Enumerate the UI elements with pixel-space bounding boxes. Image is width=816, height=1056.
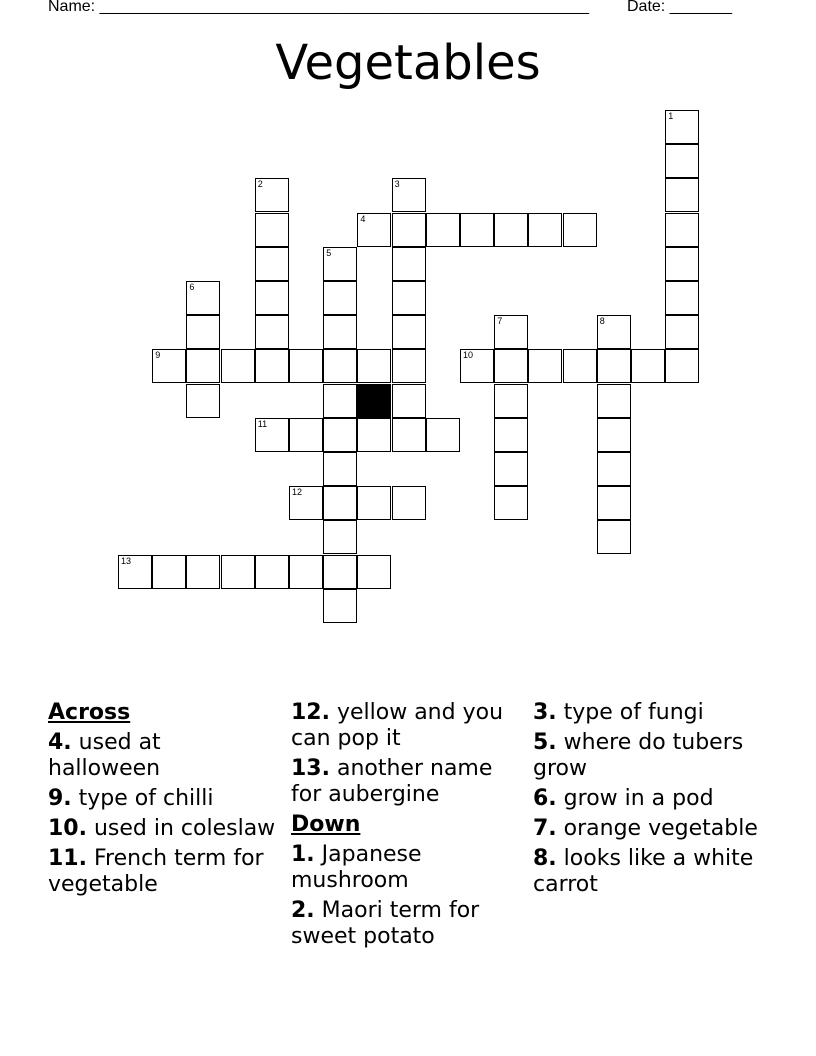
clue-list xyxy=(291,700,521,808)
grid-cell[interactable] xyxy=(186,555,220,589)
grid-cell[interactable] xyxy=(392,315,426,349)
clue-item xyxy=(48,846,278,898)
clue-num: 5. xyxy=(533,730,557,755)
grid-cell[interactable] xyxy=(665,315,699,349)
clue-num: 7. xyxy=(533,816,557,841)
grid-cell[interactable] xyxy=(323,349,357,383)
black-square xyxy=(357,384,391,418)
grid-cell[interactable] xyxy=(357,349,391,383)
clue-number: 7 xyxy=(497,316,503,327)
clue-num: 1. xyxy=(291,842,315,867)
grid-cell[interactable] xyxy=(528,213,562,247)
grid-cell[interactable] xyxy=(392,281,426,315)
grid-cell[interactable] xyxy=(255,178,289,212)
clue-text: used at halloween xyxy=(48,730,161,781)
grid-cell[interactable] xyxy=(289,349,323,383)
grid-cell[interactable] xyxy=(357,418,391,452)
grid-cell[interactable] xyxy=(494,418,528,452)
clue-number: 9 xyxy=(155,350,161,361)
grid-cell[interactable] xyxy=(494,213,528,247)
grid-cell[interactable] xyxy=(255,418,289,452)
down-heading: Down xyxy=(291,812,361,837)
grid-cell[interactable] xyxy=(494,384,528,418)
clue-item xyxy=(48,730,278,782)
clue-number: 8 xyxy=(599,316,605,327)
clue-num: 6. xyxy=(533,786,557,811)
across-heading: Across xyxy=(48,700,131,725)
clue-text: grow in a pod xyxy=(556,786,714,811)
clue-list xyxy=(291,842,521,950)
grid-cell[interactable] xyxy=(392,247,426,281)
clue-item xyxy=(291,700,521,752)
clue-text: Maori term for sweet potato xyxy=(291,898,480,949)
clue-item xyxy=(533,816,793,842)
clue-text: another name for aubergine xyxy=(291,756,493,807)
grid-cell[interactable] xyxy=(597,452,631,486)
clue-item xyxy=(291,898,521,950)
grid-cell[interactable] xyxy=(323,520,357,554)
grid-cell[interactable] xyxy=(665,247,699,281)
grid-cell[interactable] xyxy=(460,213,494,247)
clue-item xyxy=(533,846,793,898)
clue-text: Japanese mushroom xyxy=(291,842,422,893)
clue-item xyxy=(48,786,278,812)
clue-item xyxy=(291,756,521,808)
grid-cell[interactable] xyxy=(323,281,357,315)
grid-cell[interactable] xyxy=(563,349,597,383)
clue-num: 12. xyxy=(291,700,330,725)
clue-text: yellow and you can pop it xyxy=(291,700,504,751)
grid-cell[interactable] xyxy=(255,315,289,349)
grid-cell[interactable] xyxy=(631,349,665,383)
clue-item xyxy=(533,786,793,812)
grid-cell[interactable] xyxy=(597,486,631,520)
grid-cell[interactable] xyxy=(665,178,699,212)
clue-num: 10. xyxy=(48,816,87,841)
grid-cell[interactable] xyxy=(665,281,699,315)
grid-cell[interactable] xyxy=(597,315,631,349)
clue-text: where do tubers grow xyxy=(533,730,744,781)
grid-cell[interactable] xyxy=(255,213,289,247)
clue-text: French term for vegetable xyxy=(48,846,264,897)
grid-cell[interactable] xyxy=(323,315,357,349)
grid-cell[interactable] xyxy=(357,555,391,589)
grid-cell[interactable] xyxy=(597,384,631,418)
grid-cell[interactable] xyxy=(323,418,357,452)
grid-cell[interactable] xyxy=(323,555,357,589)
clue-text: type of fungi xyxy=(556,700,704,725)
clue-num: 4. xyxy=(48,730,72,755)
grid-cell[interactable] xyxy=(563,213,597,247)
date-line: Date: _______ xyxy=(627,0,732,15)
grid-cell[interactable] xyxy=(665,349,699,383)
grid-cell[interactable] xyxy=(289,555,323,589)
clue-text: used in coleslaw xyxy=(86,816,276,841)
grid-cell[interactable] xyxy=(289,486,323,520)
clue-number: 11 xyxy=(257,418,268,429)
grid-cell[interactable] xyxy=(152,555,186,589)
grid-cell[interactable] xyxy=(118,555,152,589)
clue-number: 10 xyxy=(463,350,474,361)
grid-cell[interactable] xyxy=(494,349,528,383)
clue-number: 12 xyxy=(292,487,303,498)
grid-cell[interactable] xyxy=(255,349,289,383)
grid-cell[interactable] xyxy=(460,349,494,383)
grid-cell[interactable] xyxy=(323,486,357,520)
clue-num: 3. xyxy=(533,700,557,725)
clue-number: 4 xyxy=(360,213,366,224)
clue-text: looks like a white carrot xyxy=(533,846,754,897)
clue-list xyxy=(533,700,793,898)
grid-cell[interactable] xyxy=(392,418,426,452)
grid-cell[interactable] xyxy=(255,281,289,315)
name-line: Name: _______________________________________________________ xyxy=(48,0,589,15)
clue-item xyxy=(291,842,521,894)
clue-number: 13 xyxy=(121,555,132,566)
grid-cell[interactable] xyxy=(357,486,391,520)
clue-number: 2 xyxy=(257,179,263,190)
grid-cell[interactable] xyxy=(392,486,426,520)
grid-cell[interactable] xyxy=(665,110,699,144)
grid-cell[interactable] xyxy=(597,349,631,383)
clue-number: 5 xyxy=(326,247,332,258)
clue-item xyxy=(533,730,793,782)
clue-item xyxy=(533,700,793,726)
clue-text: orange vegetable xyxy=(556,816,758,841)
grid-cell[interactable] xyxy=(323,247,357,281)
grid-cell[interactable] xyxy=(255,247,289,281)
grid-cell[interactable] xyxy=(426,213,460,247)
clue-num: 11. xyxy=(48,846,87,871)
grid-cell[interactable] xyxy=(221,555,255,589)
clue-item xyxy=(48,816,278,842)
grid-cell[interactable] xyxy=(665,213,699,247)
clue-column-2 xyxy=(291,700,521,954)
grid-cell[interactable] xyxy=(528,349,562,383)
grid-cell[interactable] xyxy=(289,418,323,452)
clue-number: 1 xyxy=(668,111,674,121)
grid-cell[interactable] xyxy=(426,418,460,452)
grid-cell[interactable] xyxy=(597,418,631,452)
clue-number: 3 xyxy=(394,179,400,190)
grid-cell[interactable] xyxy=(494,452,528,486)
grid-cell[interactable] xyxy=(494,315,528,349)
grid-cell[interactable] xyxy=(323,589,357,623)
grid-cell[interactable] xyxy=(357,213,391,247)
grid-cell[interactable] xyxy=(255,555,289,589)
clue-list xyxy=(48,730,278,898)
grid-cell[interactable] xyxy=(392,213,426,247)
grid-cell[interactable] xyxy=(392,178,426,212)
grid-cell[interactable] xyxy=(392,349,426,383)
clue-num: 9. xyxy=(48,786,72,811)
puzzle-title: Vegetables xyxy=(275,35,541,91)
grid-cell[interactable] xyxy=(152,349,186,383)
grid-cell[interactable] xyxy=(186,349,220,383)
grid-cell[interactable] xyxy=(186,384,220,418)
clue-column-3 xyxy=(533,700,793,902)
clue-number: 6 xyxy=(189,282,195,292)
grid-cell[interactable] xyxy=(494,486,528,520)
grid-cell[interactable] xyxy=(186,315,220,349)
clue-num: 8. xyxy=(533,846,557,871)
grid-cell[interactable] xyxy=(221,349,255,383)
clue-num: 13. xyxy=(291,756,330,781)
grid-cell[interactable] xyxy=(323,384,357,418)
clue-column-1 xyxy=(48,700,278,902)
grid-cell[interactable] xyxy=(665,144,699,178)
grid-cell[interactable] xyxy=(323,452,357,486)
clue-num: 2. xyxy=(291,898,315,923)
grid-cell[interactable] xyxy=(186,281,220,315)
grid-cell[interactable] xyxy=(392,384,426,418)
clue-text: type of chilli xyxy=(71,786,214,811)
grid-cell[interactable] xyxy=(597,520,631,554)
